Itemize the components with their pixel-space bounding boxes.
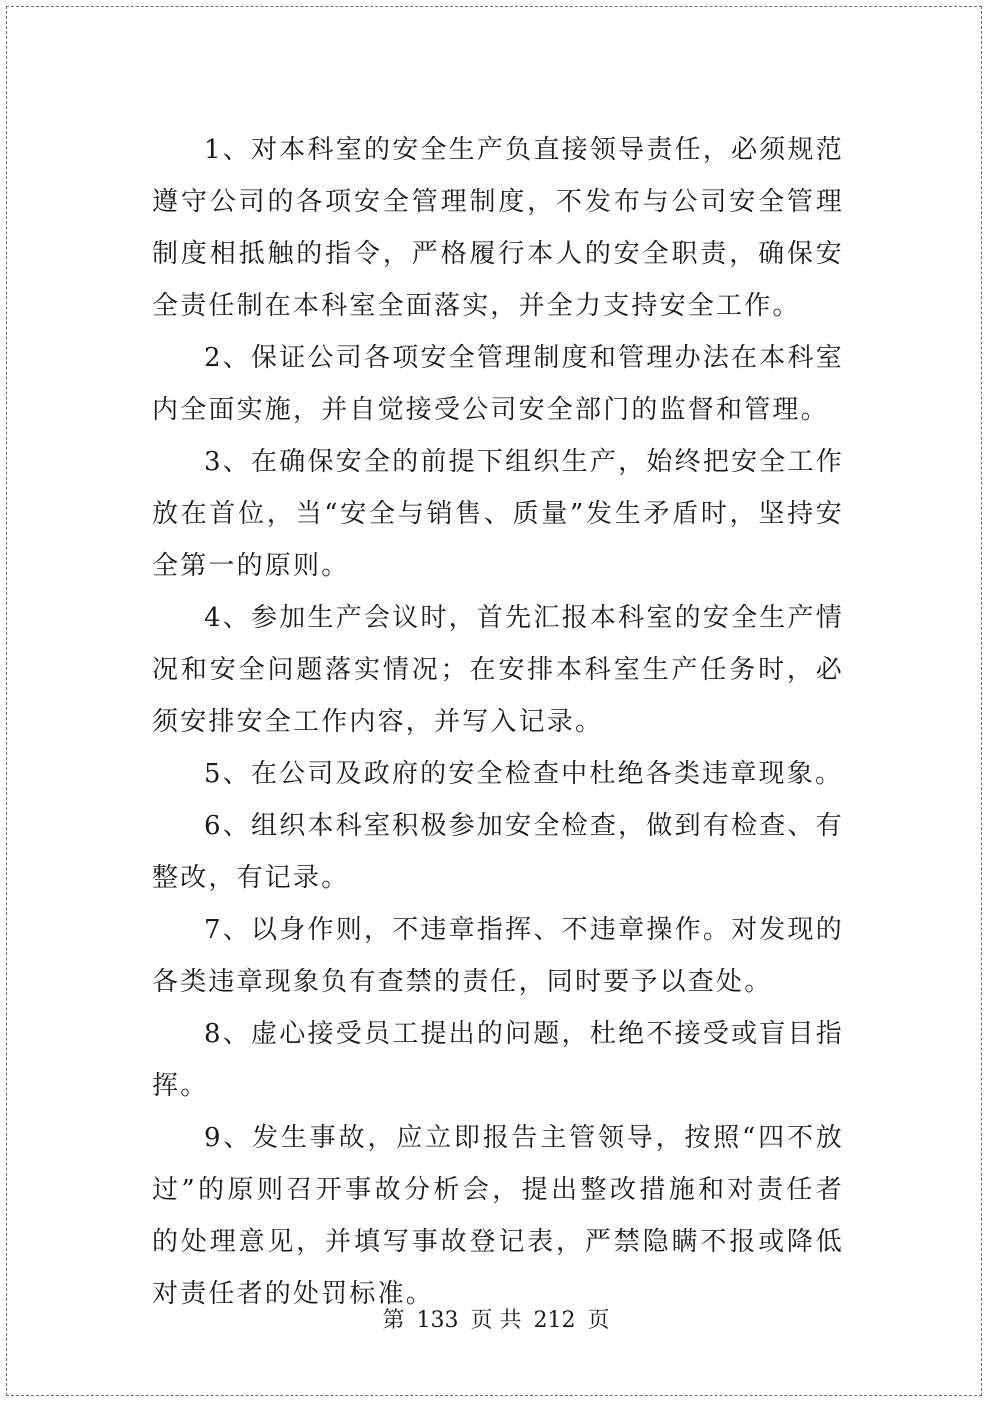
paragraph-2: 2、保证公司各项安全管理制度和管理办法在本科室内全面实施，并自觉接受公司安全部门的监督和管理。: [152, 343, 844, 425]
page-footer: [0, 1303, 992, 1334]
footer-middle: 页 共: [470, 1308, 522, 1333]
paragraph-4: 4、参加生产会议时，首先汇报本科室的安全生产情况和安全问题落实情况；在安排本科室生产任务时，必须安排安全工作内容，并写入记录。: [152, 603, 844, 737]
footer-suffix: 页: [587, 1308, 610, 1333]
paragraph-3: 3、在确保安全的前提下组织生产，始终把安全工作放在首位，当“安全与销售、质量”发生矛盾时，坚持安全第一的原则。: [152, 447, 844, 581]
current-page-number: 133: [416, 1308, 459, 1333]
paragraph-1: 1、对本科室的安全生产负直接领导责任，必须规范遵守公司的各项安全管理制度，不发布与公司安全管理制度相抵触的指令，严格履行本人的安全职责，确保安全责任制在本科室全面落实，并全力支持安全工作。: [152, 135, 844, 321]
footer-prefix: 第: [382, 1308, 405, 1333]
document-body: [152, 124, 844, 1320]
paragraph-9: 9、发生事故，应立即报告主管领导，按照“四不放过”的原则召开事故分析会，提出整改措施和对责任者的处理意见，并填写事故登记表，严禁隐瞒不报或降低对责任者的处罚标准。: [152, 1123, 844, 1309]
paragraph-7: 7、以身作则，不违章指挥、不违章操作。对发现的各类违章现象负有查禁的责任，同时要予以查处。: [152, 915, 844, 997]
paragraph-8: 8、虚心接受员工提出的问题，杜绝不接受或盲目指挥。: [152, 1019, 844, 1101]
total-pages-number: 212: [533, 1308, 576, 1333]
paragraph-6: 6、组织本科室积极参加安全检查，做到有检查、有整改，有记录。: [152, 811, 844, 893]
paragraph-5: 5、在公司及政府的安全检查中杜绝各类违章现象。: [204, 759, 844, 789]
